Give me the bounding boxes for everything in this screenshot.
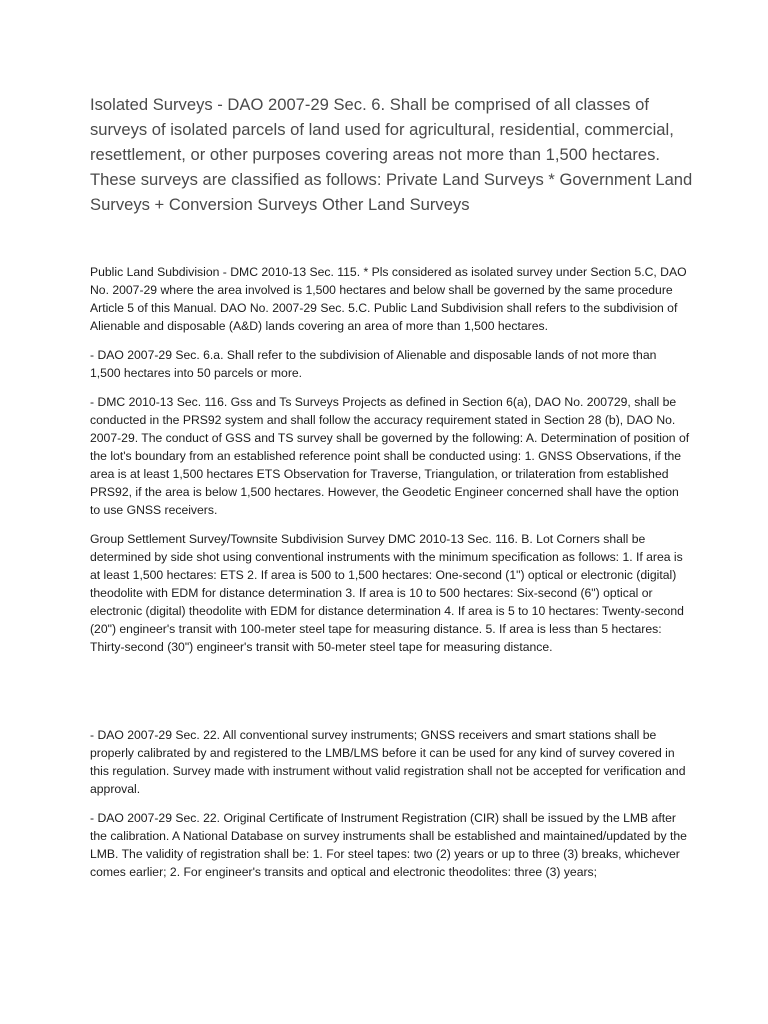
text-block-lower — [90, 726, 690, 892]
public-land-subdivision-paragraph: Public Land Subdivision - DMC 2010-13 Sec. 115. * Pls considered as isolated survey under Section 5.C, DAO No. 2007-29 where the area involved is 1,500 hectares and below shall be governed by the same procedure Article 5 of this Manual. DAO No. 2007-29 Sec. 5.C. Public Land Subdivision shall refers to the subdivision of Alienable and disposable (A&D) lands covering an area of more than 1,500 hectares. — [90, 265, 687, 334]
dao-sec-22-instruments-paragraph: - DAO 2007-29 Sec. 22. All conventional survey instruments; GNSS receivers and smart stations shall be properly calibrated by and registered to the LMB/LMS before it can be used for any kind of survey covered in this regulation. Survey made with instrument without valid registration shall not be accepted for verification and approval. — [90, 728, 686, 797]
dmc-sec-116-gss-ts-paragraph: - DMC 2010-13 Sec. 116. Gss and Ts Surveys Projects as defined in Section 6(a), DAO No. 200729, shall be conducted in the PRS92 system and shall follow the accuracy requirement stated in Section 28 (b), DAO No. 2007-29. The conduct of GSS and TS survey shall be governed by the following: A. Determination of position of the lot's boundary from an established reference point shall be conducted using: 1. GNSS Observations, if the area is at least 1,500 hectares ETS Observation for Traverse, Triangulation, or trilateration from established PRS92, if the area is below 1,500 hectares. However, the Geodetic Engineer concerned shall have the option to use GNSS receivers. — [90, 394, 690, 518]
text-block-upper — [90, 263, 690, 667]
dao-sec-22-cir-paragraph: - DAO 2007-29 Sec. 22. Original Certificate of Instrument Registration (CIR) shall be issued by the LMB after the calibration. A National Database on survey instruments shall be established and maintained/updated by the LMB. The validity of registration shall be: 1. For steel tapes: two (2) years or up to three (3) breaks, whichever comes earlier; 2. For engineer's transits and optical and electronic theodolites: three (3) years; — [90, 810, 687, 880]
isolated-surveys-heading: Isolated Surveys - DAO 2007-29 Sec. 6. Shall be comprised of all classes of surveys of isolated parcels of land used for agricultural, residential, commercial, resettlement, or other purposes covering areas not more than 1,500 hectares. These surveys are classified as follows: Private Land Surveys * Government Land Surveys + Conversion Surveys Other Land Surveys — [90, 95, 693, 214]
group-settlement-survey-paragraph: Group Settlement Survey/Townsite Subdivision Survey DMC 2010-13 Sec. 116. B. Lot Corners shall be determined by side shot using conventional instruments with the minimum specification as follows: 1. If area is at least 1,500 hectares: ETS 2. If area is 500 to 1,500 hectares: One-second (1") optical or electronic (digital) theodolite with EDM for distance determination 3. If area is 10 to 500 hectares: Six-second (6") optical or electronic (digital) theodolite with EDM for distance determination 4. If area is 5 to 10 hectares: Twenty-second (20") engineer's transit with 100-meter steel tape for measuring distance. 5. If area is less than 5 hectares: Thirty-second (30") engineer's transit with 50-meter steel tape for measuring distance. — [90, 531, 684, 655]
dao-sec-6a-paragraph: - DAO 2007-29 Sec. 6.a. Shall refer to the subdivision of Alienable and disposable lands of not more than 1,500 hectares into 50 parcels or more. — [90, 347, 657, 380]
